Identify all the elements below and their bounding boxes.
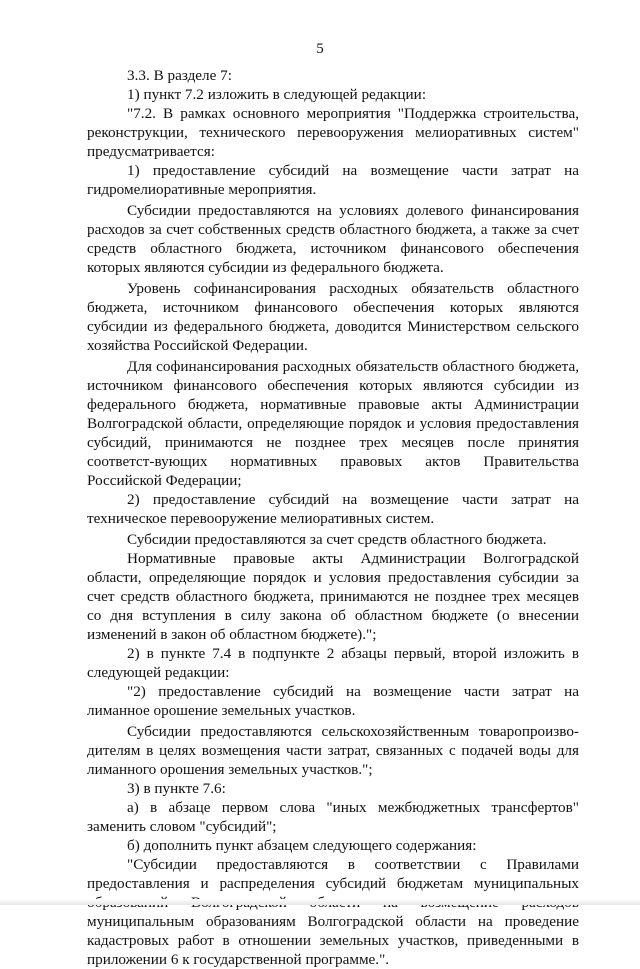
paragraph-item-3a: а) в абзаце первом слова "иных межбюджетных трансфертов" заменить словом "субсидий"; — [87, 799, 579, 835]
paragraph-section-heading: 3.3. В разделе 7: — [127, 67, 232, 84]
paragraph-subsidy-1: 1) предоставление субсидий на возмещение части затрат на гидромелиоративные мероприятия. — [87, 162, 579, 198]
paragraph-liman-irrigation: "2) предоставление субсидий на возмещение части затрат на лиманное орошение земельных участков. — [87, 683, 579, 719]
document-body — [87, 66, 579, 969]
paragraph-item-2: 2) в пункте 7.4 в подпункте 2 абзацы первый, второй изложить в следующей редакции: — [87, 645, 579, 681]
paragraph-item-3b: б) дополнить пункт абзацем следующего содержания: — [127, 837, 477, 854]
paragraph-regulatory-acts-2: Нормативные правовые акты Администрации Волгоградской области, определяющие порядок и условия предоставления субсидии за счет средств областного бюджета, принимаются не позднее трех месяцев со дня вступления в силу закона об областном бюджете (о внесении изменений в закон об областном бюджете)."; — [87, 550, 579, 643]
paragraph-cofinancing-conditions: Субсидии предоставляются на условиях долевого финансирования расходов за счет собственных средств областного бюджета, а также за счет средств областного бюджета, источником финансового обеспечения которых являются субсидии из федерального бюджета. — [87, 202, 579, 276]
paragraph-regulatory-acts: Для софинансирования расходных обязательств областного бюджета, источником финансового обеспечения которых являются субсидии из федерального бюджета, нормативные правовые акты Администрации Волгоградской области, определяющие порядок и условия предоставления субсидий, принимаются не позднее трех месяцев после принятия соответст-вующих нормативных правовых актов Правительства Российской Федерации; — [87, 358, 579, 489]
paragraph-producers-subsidy: Субсидии предоставляются сельскохозяйственным товаропроизво-дителям в целях возмещения части затрат, связанных с подачей воды для лиманного орошения земельных участков."; — [87, 723, 579, 778]
paragraph-cofinancing-level: Уровень софинансирования расходных обязательств областного бюджета, источником финансового обеспечения которых являются субсидии из федерального бюджета, доводится Министерством сельского хозяйства Российской Федерации. — [87, 280, 579, 354]
paragraph-regional-budget: Субсидии предоставляются за счет средств областного бюджета. — [127, 531, 547, 548]
page-bottom-edge — [0, 899, 640, 905]
paragraph-cadastral-works: "Субсидии предоставляются в соответствии с Правилами предоставления и распределения субсидий бюджетам муниципальных муниципальным образованиям Волгоградской области на проведение кадастровых работ в отношении земельных участков, приведенными в приложении 6 к государственной программе.". — [87, 856, 579, 968]
paragraph-subsidy-2: 2) предоставление субсидий на возмещение части затрат на техническое перевооружение мелиоративных систем. — [87, 491, 579, 527]
paragraph-item-1: 1) пункт 7.2 изложить в следующей редакции: — [127, 86, 427, 103]
paragraph-item-3: 3) в пункте 7.6: — [127, 780, 226, 797]
paragraph-7-2-intro: "7.2. В рамках основного мероприятия "Поддержка строительства, реконструкции, технического перевооружения мелиоративных систем" предусматривается: — [87, 105, 579, 160]
page-number: 5 — [316, 41, 324, 57]
